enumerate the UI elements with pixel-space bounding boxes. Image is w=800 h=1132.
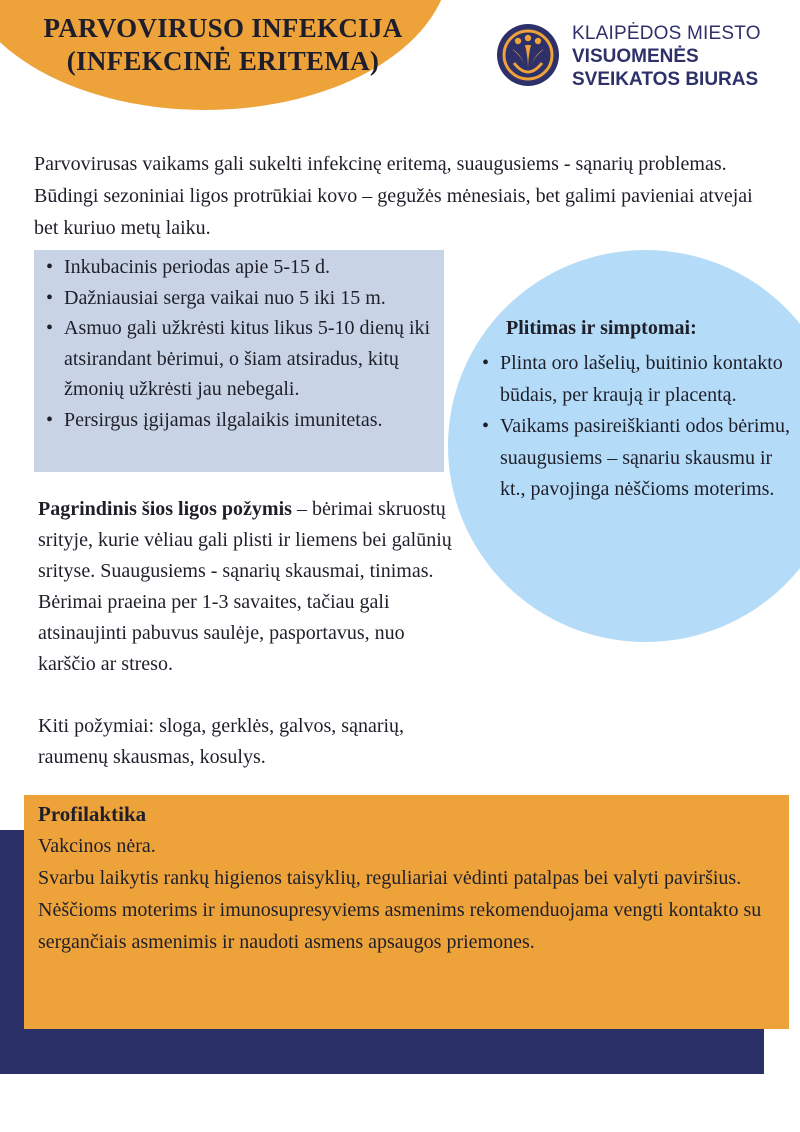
main-symptom-text: – bėrimai skruostų srityje, kurie vėliau gali plisti ir liemens bei galūnių srityse. Suaugusiems - sąnarių skausmai, tinimas. Bėrimai praeina per 1-3 savaites, tačiau gali atsinaujinti pabuvus saulėje, pasportavus, nuo karščio ar streso. [38,498,452,675]
prevention-box [24,795,789,1029]
prevention-heading: Profilaktika [38,802,147,826]
key-facts-box [34,250,444,472]
logo-text-line3: SVEIKATOS BIURAS [572,69,759,90]
bullet-icon: • [482,415,490,437]
main-symptom-paragraph [38,494,458,680]
fact-text: Inkubacinis periodas apie 5-15 d. [64,256,331,278]
bullet-icon: • [46,408,54,431]
organization-logo [496,20,796,90]
fact-item [46,252,441,283]
page-title [18,12,428,78]
prevention-line: Nėščioms moterims ir imunosupresyviems asmenims rekomenduojama vengti kontakto su sergančiais asmenimis ir naudoti asmens apsaugos priemones. [38,899,762,953]
prevention-line: Svarbu laikytis rankų higienos taisyklių, reguliariai vėdinti patalpas bei valyti paviršius. [38,867,742,889]
spread-item-text: Vaikams pasireiškianti odos bėrimu, suaugusiems – sąnariu skausmu ir kt., pavojinga nėščioms moterims. [500,415,790,500]
fact-text: Dažniausiai serga vaikai nuo 5 iki 15 m. [64,286,386,309]
other-symptoms-paragraph: Kiti požymiai: sloga, gerklės, galvos, sąnarių, raumenų skausmas, kosulys. [38,715,405,768]
spread-symptoms-heading: Plitimas ir simptomai: [506,317,697,339]
bullet-icon: • [46,256,54,278]
people-circle-logo-icon [496,23,560,87]
spread-item [482,411,794,506]
prevention-text [38,830,783,958]
fact-text: Asmuo gali užkrėsti kitus likus 5-10 dienų iki atsirandant bėrimui, o šiam atsiradus, kitų žmonių užkrėsti jau nebegali. [64,317,431,400]
fact-item [46,405,441,436]
main-symptom-lead: Pagrindinis šios ligos požymis [38,498,292,520]
spread-item-text: Plinta oro lašelių, buitinio kontakto būdais, per kraują ir placentą. [500,352,783,406]
prevention-line: Vakcinos nėra. [38,835,156,857]
bullet-icon: • [482,352,490,374]
logo-text-line1: KLAIPĖDOS MIESTO [572,23,761,44]
fact-item [46,313,441,405]
fact-text: Persirgus įgijamas ilgalaikis imunitetas. [64,408,383,431]
logo-text-line2: VISUOMENĖS [572,46,699,67]
fact-item [46,283,441,314]
key-facts-list [46,252,441,435]
bullet-icon: • [46,286,54,309]
page-title-line2: (INFEKCINĖ ERITEMA) [66,46,380,76]
spread-symptoms-list [482,348,794,506]
bullet-icon: • [46,317,54,339]
spread-item [482,348,794,411]
intro-paragraph: Parvovirusas vaikams gali sukelti infekcinę eritemą, suaugusiems - sąnarių problemas. Būdingi sezoniniai ligos protrūkiai kovo – gegužės mėnesiais, bet galimi pavieniai atvejai bet kuriuo metų laiku. [34,153,753,239]
page-title-line1: PARVOVIRUSO INFEKCIJA [43,13,403,43]
